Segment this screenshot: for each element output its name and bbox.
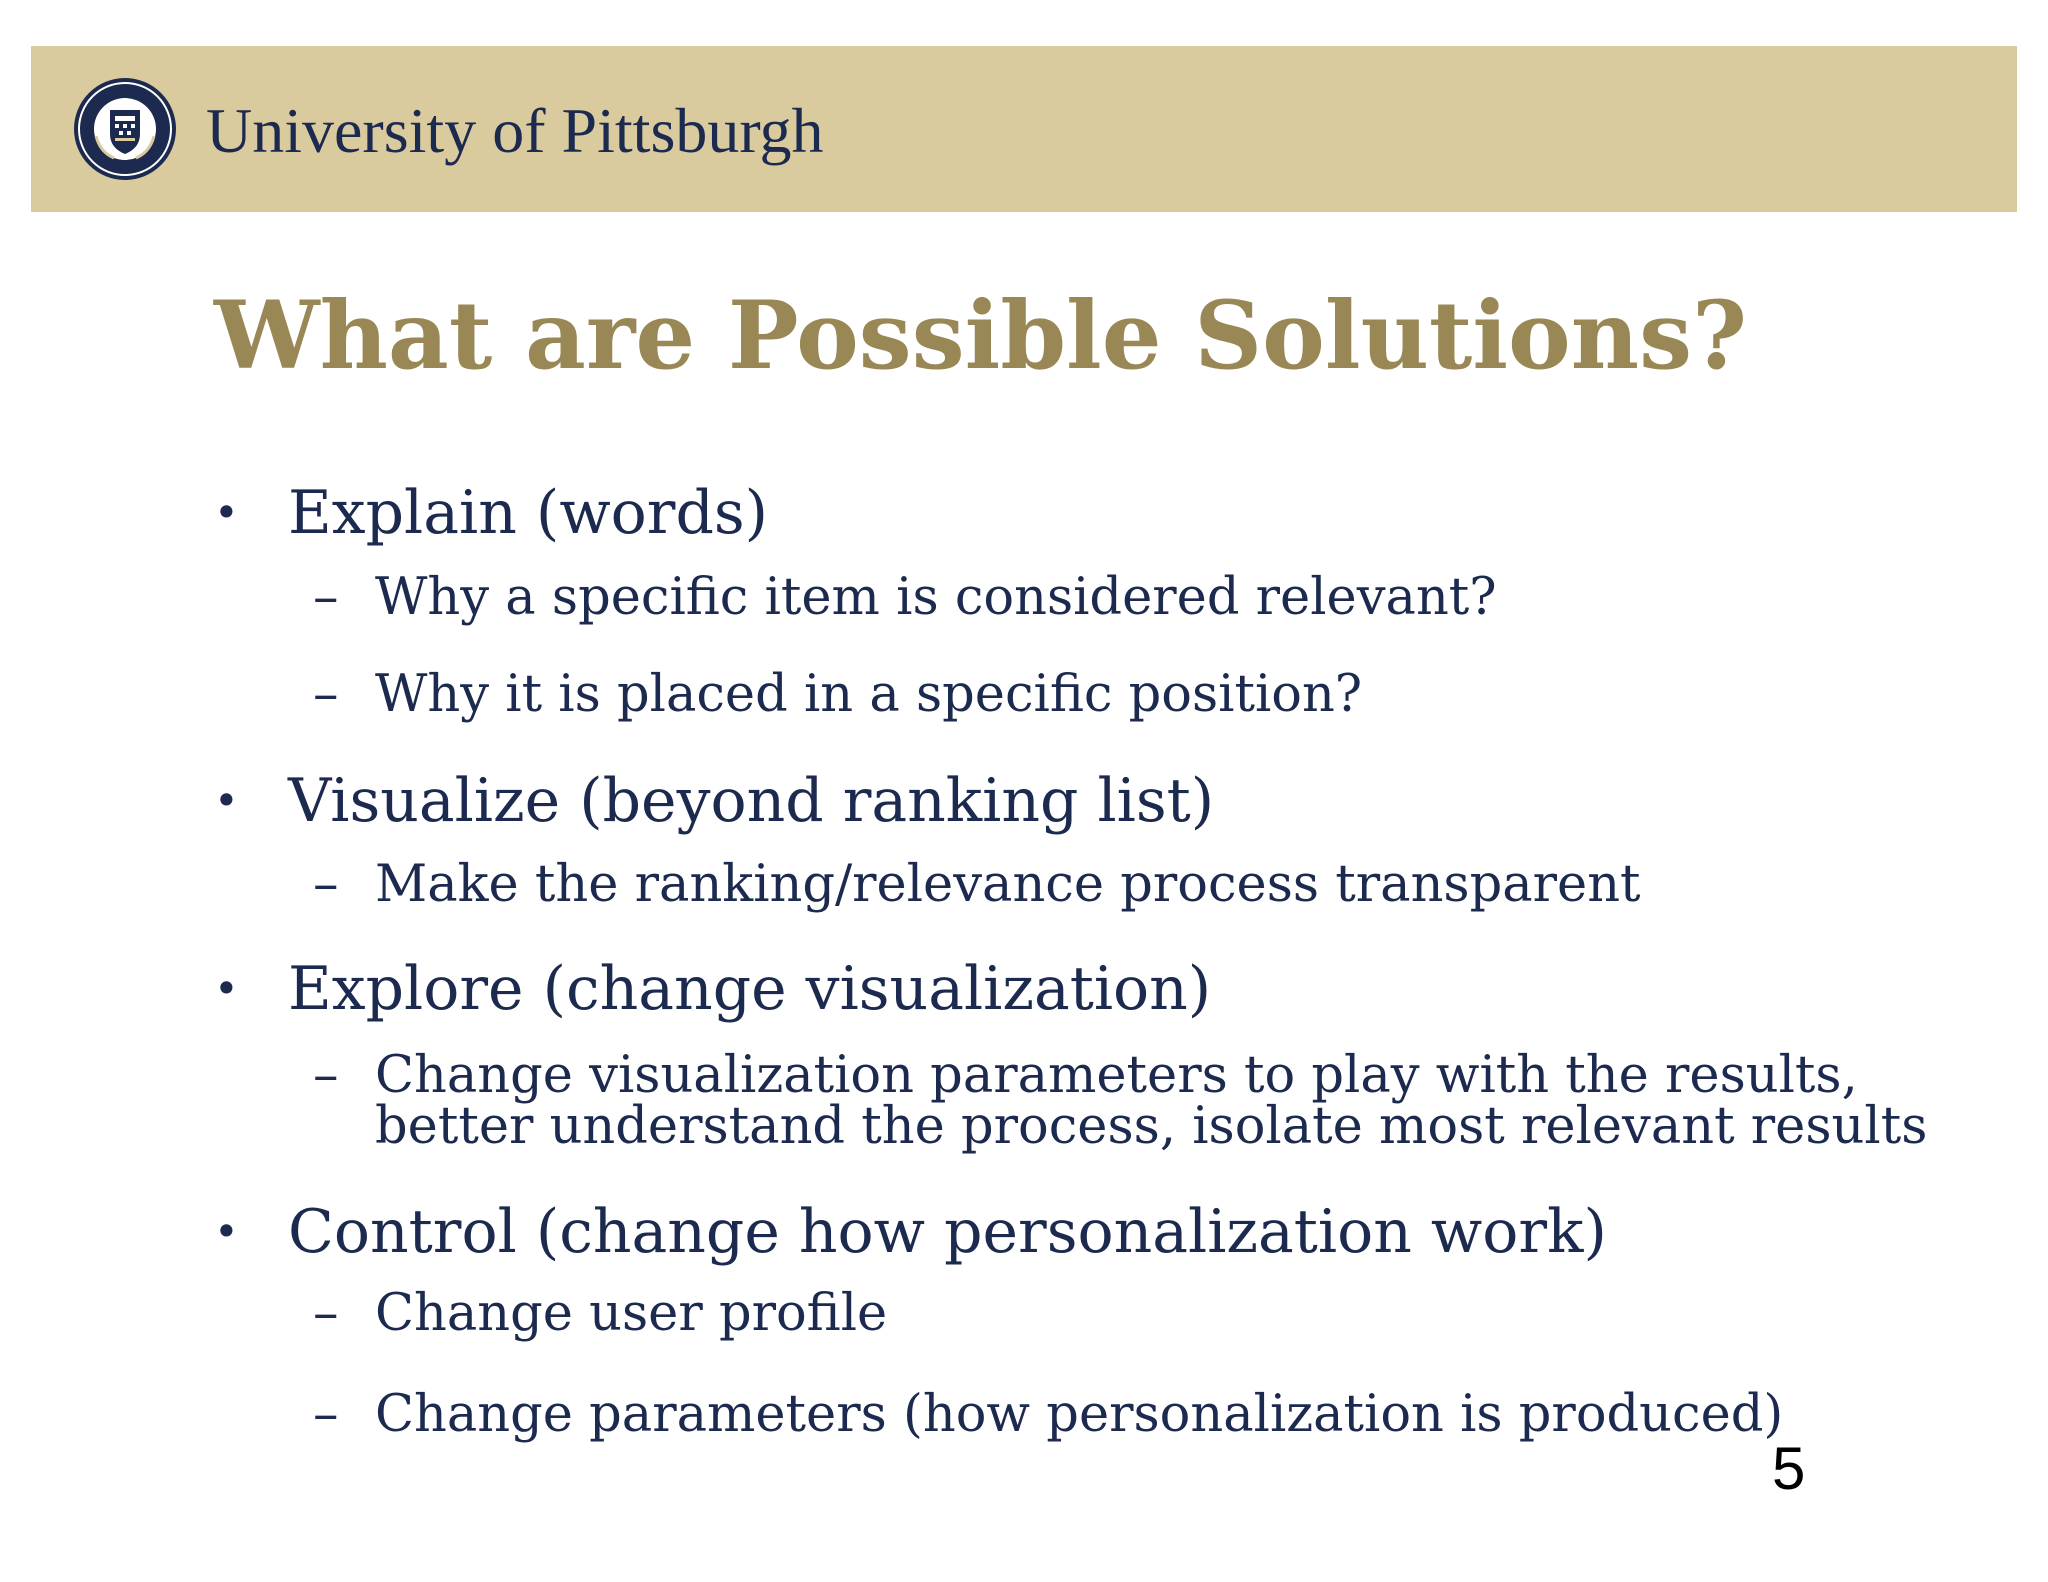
subitem-text: Why it is placed in a specific position? <box>375 665 1363 724</box>
subitem-text-line: Change visualization parameters to play with the results, <box>375 1046 1858 1105</box>
subitem-text-line: better understand the process, isolate most relevant results <box>375 1097 1928 1156</box>
bullet-text: Control (change how personalization work) <box>288 1197 1607 1267</box>
bullet-text: Explore (change visualization) <box>288 954 1212 1024</box>
bullet-text: Visualize (beyond ranking list) <box>288 766 1215 836</box>
subitem-marker: – <box>313 568 339 627</box>
subitem-marker: – <box>313 1385 339 1444</box>
subitem-marker: – <box>313 1046 339 1105</box>
bullet-marker: • <box>214 964 239 1013</box>
subitem-text: Make the ranking/relevance process transparent <box>375 855 1641 914</box>
subitem-text: Why a specific item is considered relevant? <box>375 568 1497 627</box>
subitem-marker: – <box>313 665 339 724</box>
subitem-marker: – <box>313 1284 339 1343</box>
slide-title: What are Possible Solutions? <box>214 281 1748 391</box>
bullet-text: Explain (words) <box>288 478 769 548</box>
university-name: University of Pittsburgh <box>206 95 824 166</box>
page-number: 5 <box>1772 1435 1806 1502</box>
bullet-marker: • <box>214 1207 239 1256</box>
bullet-marker: • <box>214 776 239 825</box>
subitem-marker: – <box>313 855 339 914</box>
subitem-text: Change parameters (how personalization is produced) <box>375 1385 1784 1444</box>
bullet-marker: • <box>214 488 239 537</box>
subitem-text: Change user profile <box>375 1284 888 1343</box>
